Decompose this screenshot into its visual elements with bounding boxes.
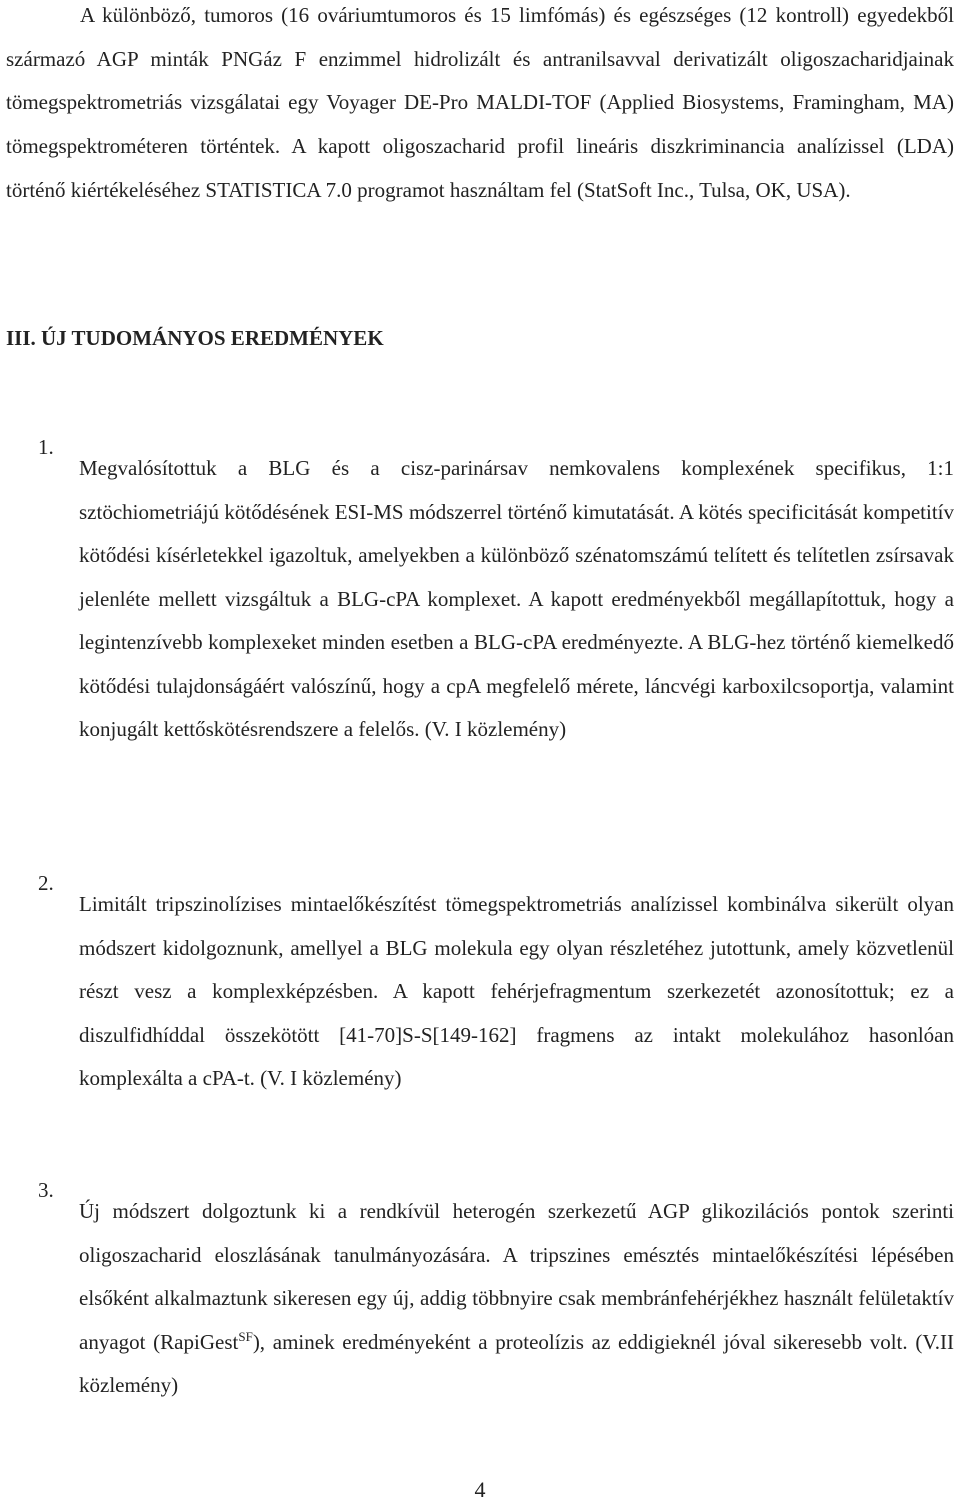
- result-text-part: ), aminek eredményeként a proteolízis az eddigieknél jóval sikeresebb volt. (V.II közlemény): [79, 1329, 955, 1397]
- superscript: SF: [238, 1328, 253, 1344]
- result-item-1: [6, 426, 954, 773]
- result-text: Limitált tripszinolízises mintaelőkészítést tömegspektrometriás analízissel kombinálva sikerült olyan módszert kidolgoznunk, amellyel a BLG molekula egy olyan részletéhez jutottunk, amely közvetlenül részt vesz a komplexképzésben. A kapott fehérjefragmentum szerkezetét azonosítottuk; ez a diszulfidhíddal összekötött [41-70]S-S[149-162] fragmens az intakt molekulához hasonlóan komplexálta a cPA-t. (V. I közlemény): [79, 892, 954, 1090]
- result-item-2: [6, 862, 954, 1122]
- result-item-3: [6, 1169, 954, 1429]
- result-text-part: Új módszert dolgoztunk ki a rendkívül heterogén szerkezetű AGP glikozilációs pontok szerinti oligoszacharid eloszlásának tanulmányozására. A tripszines emésztés mintaelőkészítési lépésében elsőként alkalmaztunk sikeresen egy új, addig többnyire csak membránfehérjékhez használt felületaktív anyagot (RapiGest: [79, 1199, 954, 1354]
- section-heading: III. ÚJ TUDOMÁNYOS EREDMÉNYEK: [6, 326, 384, 350]
- page-number: 4: [474, 1477, 486, 1502]
- result-text: Megvalósítottuk a BLG és a cisz-parinársav nemkovalens komplexének specifikus, 1:1 sztöchiometriájú kötődésének ESI-MS módszerrel történő kimutatását. A kötés specificitását kompetitív kötődési kísérletekkel igazoltuk, amelyekben a különböző szénatomszámú telített és telítetlen zsírsavak jelenléte mellett vizsgáltuk a BLG-cPA komplexet. A kapott eredményekből megállapítottuk, hogy a legintenzívebb komplexeket minden esetben a BLG-cPA eredményezte. A BLG-hez történő kiemelkedő kötődési tulajdonságáért valószínű, hogy a cpA megfelelő mérete, láncvégi karboxilcsoportja, valamint konjugált kettőskötésrendszere a felelős. (V. I közlemény): [79, 456, 954, 741]
- intro-paragraph: A különböző, tumoros (16 ováriumtumoros és 15 limfómás) és egészséges (12 kontroll) egyedekből származó AGP minták PNGáz F enzimmel hidrolizált és antranilsavval derivatizált oligoszacharidjainak tömegspektrometriás vizsgálatai egy Voyager DE-Pro MALDI-TOF (Applied Biosystems, Framingham, MA) tömegspektrométeren történtek. A kapott oligoszacharid profil lineáris diszkriminancia analízissel (LDA) történő kiértékeléséhez STATISTICA 7.0 programot használtam fel (StatSoft Inc., Tulsa, OK, USA).: [6, 3, 954, 202]
- result-number: 3.: [38, 1178, 54, 1202]
- result-number: 1.: [38, 435, 54, 459]
- result-number: 2.: [38, 871, 54, 895]
- result-text: [79, 1190, 954, 1408]
